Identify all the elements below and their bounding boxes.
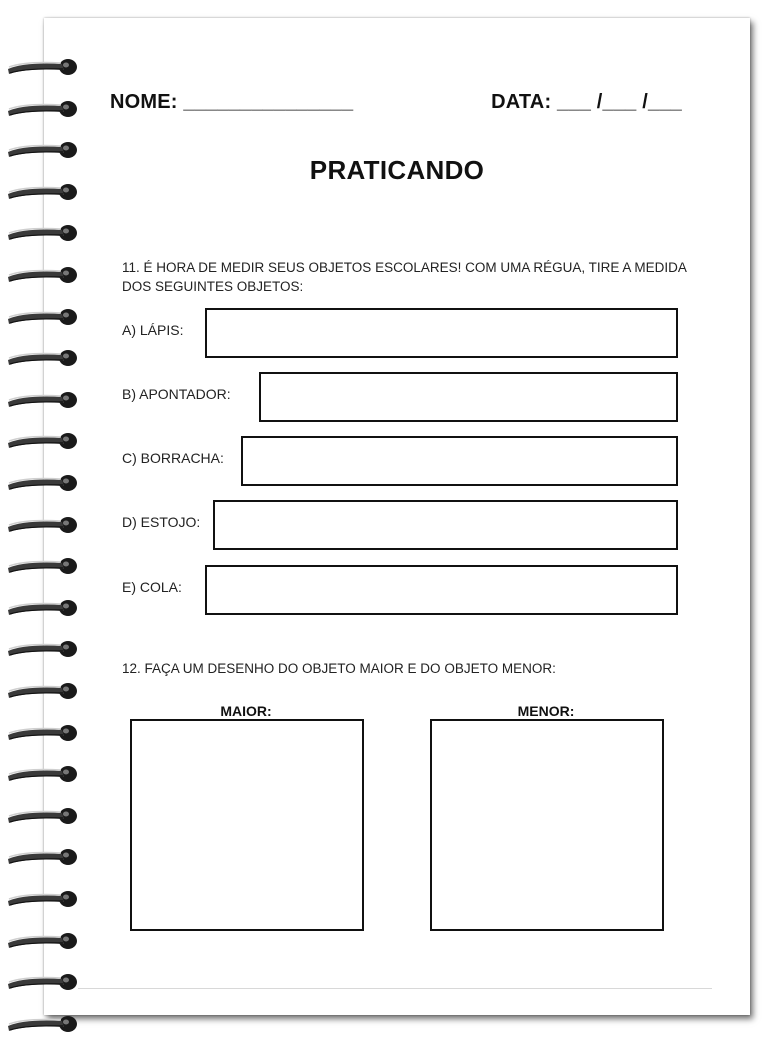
- spiral-ring-icon: [6, 638, 78, 660]
- question-11-text: 11. É HORA DE MEDIR SEUS OBJETOS ESCOLARES! COM UMA RÉGUA, TIRE A MEDIDA DOS SEGUINTES OBJETOS:: [122, 260, 687, 294]
- spiral-ring-icon: [6, 722, 78, 744]
- spiral-ring-icon: [6, 264, 78, 286]
- answer-row-cola: [122, 565, 678, 613]
- worksheet-page: [44, 18, 750, 1015]
- answer-label-apontador: B) APONTADOR:: [122, 386, 231, 402]
- answer-box-cola[interactable]: [205, 565, 678, 615]
- bottom-divider: [78, 988, 712, 989]
- answer-row-lapis: [122, 308, 678, 356]
- answer-label-borracha: C) BORRACHA:: [122, 450, 224, 466]
- spiral-ring-icon: [6, 514, 78, 536]
- draw-label-maior: MAIOR:: [220, 703, 272, 719]
- spiral-ring-icon: [6, 805, 78, 827]
- spiral-ring-icon: [6, 139, 78, 161]
- spiral-binding: [0, 0, 80, 1037]
- spiral-ring-icon: [6, 98, 78, 120]
- spiral-ring-icon: [6, 181, 78, 203]
- spiral-ring-icon: [6, 888, 78, 910]
- draw-box-maior[interactable]: [130, 719, 364, 931]
- answer-box-estojo[interactable]: [213, 500, 678, 550]
- question-12-text: 12. FAÇA UM DESENHO DO OBJETO MAIOR E DO OBJETO MENOR:: [122, 661, 556, 676]
- answer-row-borracha: [122, 436, 678, 484]
- answer-box-borracha[interactable]: [241, 436, 678, 486]
- spiral-ring-icon: [6, 971, 78, 993]
- answer-box-lapis[interactable]: [205, 308, 678, 358]
- spiral-ring-icon: [6, 763, 78, 785]
- spiral-ring-icon: [6, 306, 78, 328]
- spiral-ring-icon: [6, 389, 78, 411]
- answer-label-lapis: A) LÁPIS:: [122, 322, 184, 338]
- answer-box-apontador[interactable]: [259, 372, 678, 422]
- spiral-ring-icon: [6, 472, 78, 494]
- spiral-ring-icon: [6, 347, 78, 369]
- answer-row-estojo: [122, 500, 678, 548]
- answer-label-cola: E) COLA:: [122, 579, 182, 595]
- spiral-ring-icon: [6, 846, 78, 868]
- date-field[interactable]: DATA: ___ /___ /___: [491, 91, 682, 113]
- spiral-ring-icon: [6, 56, 78, 78]
- draw-box-menor[interactable]: [430, 719, 664, 931]
- spiral-ring-icon: [6, 597, 78, 619]
- spiral-ring-icon: [6, 930, 78, 952]
- spiral-ring-icon: [6, 430, 78, 452]
- answer-row-apontador: [122, 372, 678, 420]
- spiral-ring-icon: [6, 555, 78, 577]
- page-title: PRATICANDO: [309, 155, 485, 185]
- draw-label-menor: MENOR:: [517, 703, 575, 719]
- spiral-ring-icon: [6, 222, 78, 244]
- spiral-ring-icon: [6, 1013, 78, 1035]
- answer-label-estojo: D) ESTOJO:: [122, 514, 201, 530]
- spiral-ring-icon: [6, 680, 78, 702]
- name-field[interactable]: NOME: _______________: [110, 91, 354, 113]
